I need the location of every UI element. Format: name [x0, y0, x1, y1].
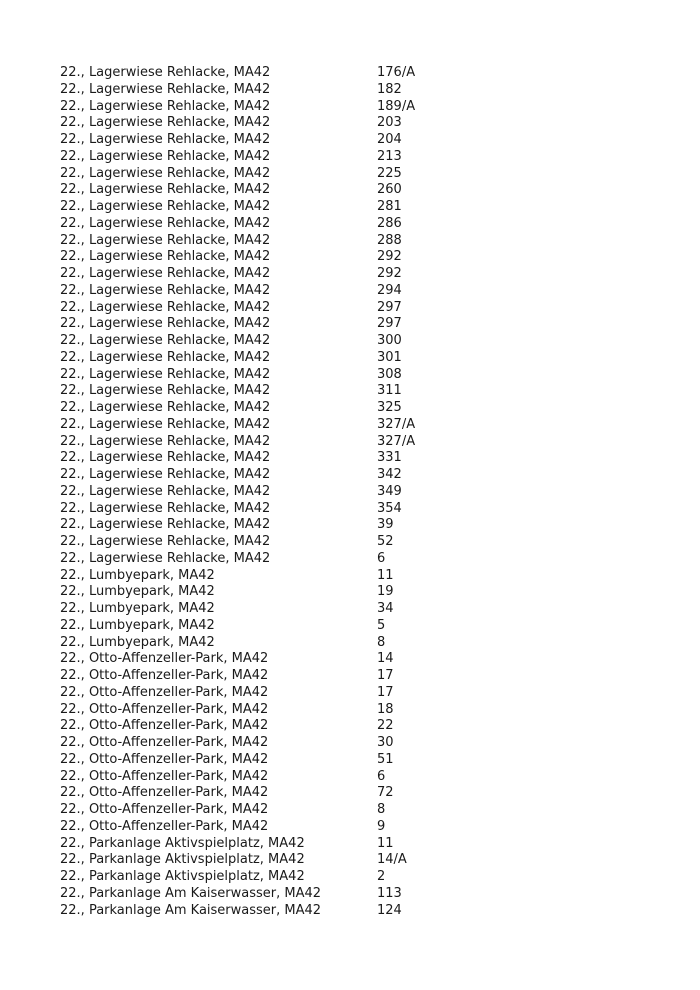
entry-number: 203	[377, 115, 402, 131]
entry-number: 19	[377, 584, 394, 600]
location-label: 22., Lagerwiese Rehlacke, MA42	[60, 299, 271, 315]
location-label: 22., Otto-Affenzeller-Park, MA42	[60, 735, 269, 750]
location-label: 22., Lagerwiese Rehlacke, MA42	[60, 81, 271, 97]
location-label: 22., Lagerwiese Rehlacke, MA42	[60, 266, 271, 281]
location-label: 22., Lagerwiese Rehlacke, MA42	[60, 132, 271, 147]
location-label: 22., Parkanlage Am Kaiserwasser, MA42	[60, 885, 322, 901]
entry-number: 354	[377, 500, 402, 516]
list-item	[60, 584, 660, 601]
list-item	[60, 400, 660, 417]
entry-number: 349	[377, 483, 402, 499]
entry-number: 189/A	[377, 98, 416, 114]
entry-number: 297	[377, 299, 402, 315]
entry-number: 204	[377, 132, 402, 147]
entry-number: 30	[377, 735, 394, 750]
entry-number: 2	[377, 869, 386, 884]
entry-number: 124	[377, 902, 402, 918]
list-item	[60, 735, 660, 752]
list-item	[60, 233, 660, 250]
list-item	[60, 216, 660, 233]
entry-number: 281	[377, 199, 402, 214]
location-label: 22., Lagerwiese Rehlacke, MA42	[60, 534, 271, 549]
entry-number: 51	[377, 751, 394, 767]
list-item	[60, 132, 660, 149]
entry-number: 8	[377, 634, 386, 650]
entry-number: 14/A	[377, 852, 407, 868]
entry-number: 297	[377, 316, 402, 332]
entry-number: 325	[377, 400, 402, 415]
entry-number: 72	[377, 785, 394, 801]
entry-number: 34	[377, 601, 394, 616]
entry-number: 52	[377, 534, 394, 549]
list-item	[60, 182, 660, 199]
location-label: 22., Otto-Affenzeller-Park, MA42	[60, 651, 269, 667]
location-label: 22., Lagerwiese Rehlacke, MA42	[60, 500, 271, 516]
location-label: 22., Lagerwiese Rehlacke, MA42	[60, 199, 271, 214]
location-label: 22., Parkanlage Aktivspielplatz, MA42	[60, 869, 305, 884]
list-item	[60, 316, 660, 333]
location-label: 22., Lagerwiese Rehlacke, MA42	[60, 366, 271, 382]
list-item	[60, 568, 660, 585]
entry-number: 286	[377, 215, 402, 231]
list-item	[60, 300, 660, 317]
list-item	[60, 149, 660, 166]
location-label: 22., Lagerwiese Rehlacke, MA42	[60, 282, 271, 298]
entry-number: 331	[377, 450, 402, 466]
list-item	[60, 266, 660, 283]
location-label: 22., Lagerwiese Rehlacke, MA42	[60, 232, 271, 248]
location-label: 22., Lagerwiese Rehlacke, MA42	[60, 349, 271, 365]
location-label: 22., Lumbyepark, MA42	[60, 584, 215, 600]
location-label: 22., Otto-Affenzeller-Park, MA42	[60, 751, 269, 767]
list-item	[60, 769, 660, 786]
location-label: 22., Lagerwiese Rehlacke, MA42	[60, 316, 271, 332]
list-item	[60, 785, 660, 802]
location-label: 22., Lumbyepark, MA42	[60, 634, 215, 650]
entry-number: 225	[377, 165, 402, 181]
list-item	[60, 383, 660, 400]
location-label: 22., Otto-Affenzeller-Park, MA42	[60, 684, 269, 700]
location-label: 22., Lumbyepark, MA42	[60, 617, 215, 633]
entry-number: 17	[377, 668, 394, 683]
list-item	[60, 635, 660, 652]
list-item	[60, 551, 660, 568]
location-label: 22., Lagerwiese Rehlacke, MA42	[60, 467, 271, 482]
list-item	[60, 534, 660, 551]
location-label: 22., Lagerwiese Rehlacke, MA42	[60, 215, 271, 231]
list-item	[60, 249, 660, 266]
location-label: 22., Lagerwiese Rehlacke, MA42	[60, 400, 271, 415]
list-item	[60, 99, 660, 116]
entry-number: 301	[377, 349, 402, 365]
list-item	[60, 501, 660, 518]
location-label: 22., Lagerwiese Rehlacke, MA42	[60, 249, 271, 265]
location-label: 22., Lagerwiese Rehlacke, MA42	[60, 450, 271, 466]
list-item	[60, 467, 660, 484]
list-item	[60, 836, 660, 853]
entry-number: 288	[377, 232, 402, 248]
location-label: 22., Otto-Affenzeller-Park, MA42	[60, 768, 269, 784]
list-item	[60, 517, 660, 534]
list-item	[60, 618, 660, 635]
list-item	[60, 601, 660, 618]
location-label: 22., Parkanlage Am Kaiserwasser, MA42	[60, 902, 322, 918]
location-label: 22., Lagerwiese Rehlacke, MA42	[60, 148, 271, 164]
entry-list	[60, 65, 660, 919]
list-item	[60, 115, 660, 132]
location-label: 22., Parkanlage Aktivspielplatz, MA42	[60, 852, 305, 868]
list-item	[60, 886, 660, 903]
location-label: 22., Parkanlage Aktivspielplatz, MA42	[60, 835, 305, 851]
list-item	[60, 283, 660, 300]
location-label: 22., Lagerwiese Rehlacke, MA42	[60, 433, 271, 449]
entry-number: 39	[377, 517, 394, 533]
entry-number: 292	[377, 249, 402, 265]
list-item	[60, 869, 660, 886]
entry-number: 5	[377, 617, 386, 633]
location-label: 22., Lagerwiese Rehlacke, MA42	[60, 550, 271, 566]
entry-number: 8	[377, 802, 386, 817]
location-label: 22., Lagerwiese Rehlacke, MA42	[60, 383, 271, 399]
location-label: 22., Lagerwiese Rehlacke, MA42	[60, 483, 271, 499]
list-item	[60, 702, 660, 719]
entry-number: 113	[377, 885, 402, 901]
location-label: 22., Otto-Affenzeller-Park, MA42	[60, 785, 269, 801]
entry-number: 11	[377, 567, 394, 583]
list-item	[60, 367, 660, 384]
location-label: 22., Lagerwiese Rehlacke, MA42	[60, 115, 271, 131]
entry-number: 292	[377, 266, 402, 281]
entry-number: 11	[377, 835, 394, 851]
list-item	[60, 718, 660, 735]
entry-number: 9	[377, 818, 386, 834]
location-label: 22., Lumbyepark, MA42	[60, 601, 215, 616]
list-item	[60, 852, 660, 869]
list-item	[60, 752, 660, 769]
entry-number: 22	[377, 718, 394, 734]
location-label: 22., Otto-Affenzeller-Park, MA42	[60, 802, 269, 817]
location-label: 22., Otto-Affenzeller-Park, MA42	[60, 818, 269, 834]
list-item	[60, 685, 660, 702]
list-item	[60, 450, 660, 467]
location-label: 22., Otto-Affenzeller-Park, MA42	[60, 701, 269, 717]
entry-number: 311	[377, 383, 402, 399]
entry-number: 176/A	[377, 65, 416, 80]
location-label: 22., Lagerwiese Rehlacke, MA42	[60, 517, 271, 533]
list-item	[60, 65, 660, 82]
list-item	[60, 668, 660, 685]
location-label: 22., Otto-Affenzeller-Park, MA42	[60, 668, 269, 683]
location-label: 22., Lagerwiese Rehlacke, MA42	[60, 98, 271, 114]
list-item	[60, 484, 660, 501]
entry-number: 327/A	[377, 433, 416, 449]
entry-number: 213	[377, 148, 402, 164]
list-item	[60, 819, 660, 836]
entry-number: 6	[377, 768, 386, 784]
list-item	[60, 166, 660, 183]
entry-number: 327/A	[377, 416, 416, 432]
entry-number: 300	[377, 333, 402, 348]
entry-number: 182	[377, 81, 402, 97]
list-item	[60, 350, 660, 367]
entry-number: 17	[377, 684, 394, 700]
location-label: 22., Lagerwiese Rehlacke, MA42	[60, 182, 271, 198]
list-item	[60, 434, 660, 451]
entry-number: 308	[377, 366, 402, 382]
list-item	[60, 199, 660, 216]
location-label: 22., Lagerwiese Rehlacke, MA42	[60, 333, 271, 348]
entry-number: 14	[377, 651, 394, 667]
entry-number: 260	[377, 182, 402, 198]
entry-number: 18	[377, 701, 394, 717]
location-label: 22., Lumbyepark, MA42	[60, 567, 215, 583]
list-item	[60, 802, 660, 819]
list-item	[60, 651, 660, 668]
entry-number: 6	[377, 550, 386, 566]
entry-number: 342	[377, 467, 402, 482]
location-label: 22., Otto-Affenzeller-Park, MA42	[60, 718, 269, 734]
location-label: 22., Lagerwiese Rehlacke, MA42	[60, 416, 271, 432]
location-label: 22., Lagerwiese Rehlacke, MA42	[60, 65, 271, 80]
list-item	[60, 82, 660, 99]
location-label: 22., Lagerwiese Rehlacke, MA42	[60, 165, 271, 181]
list-item	[60, 903, 660, 920]
entry-number: 294	[377, 282, 402, 298]
list-item	[60, 333, 660, 350]
list-item	[60, 417, 660, 434]
